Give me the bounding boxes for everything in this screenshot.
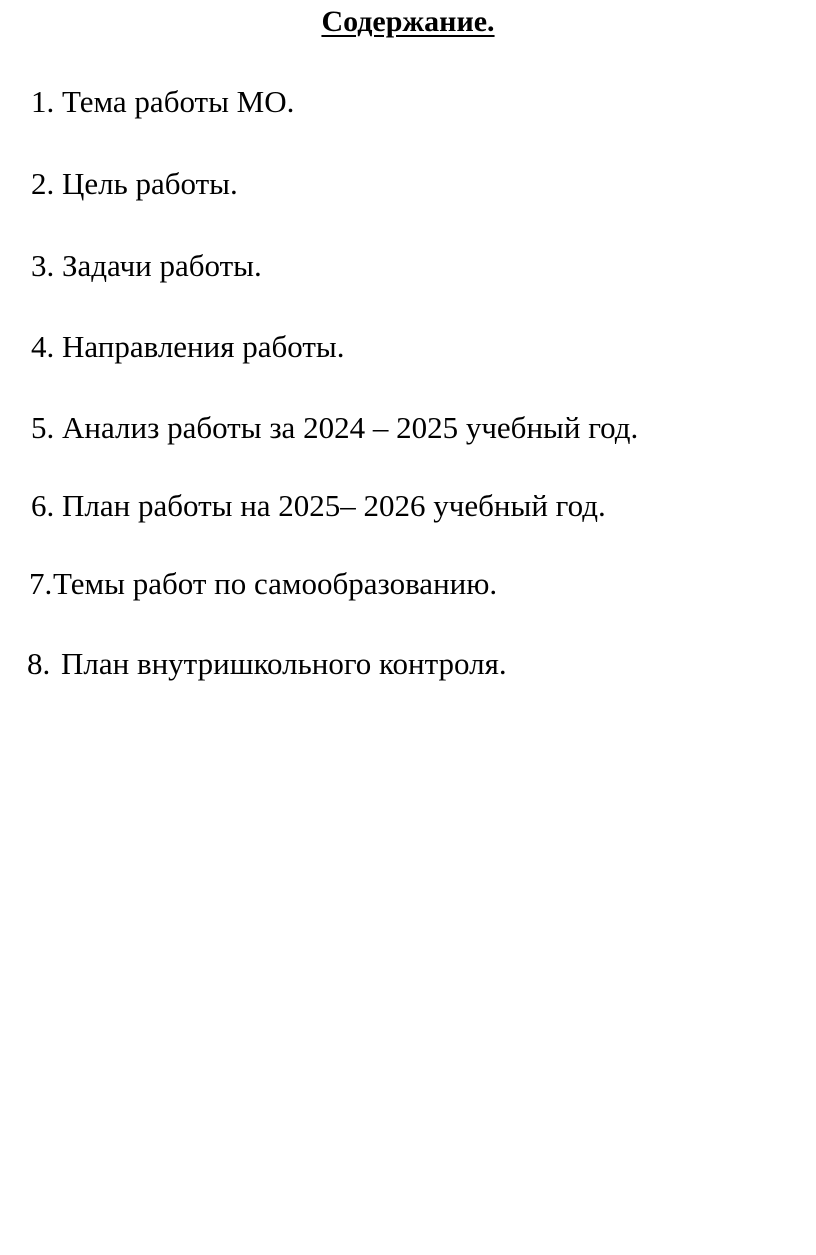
list-item-number: 4. xyxy=(31,329,55,364)
list-item-number: 2. xyxy=(31,166,55,201)
list-item-text: План работы на 2025– 2026 учебный год. xyxy=(62,488,606,523)
page-title: Содержание. xyxy=(321,5,495,38)
list-item-number: 8. xyxy=(27,646,51,681)
list-item-number: 1. xyxy=(31,84,55,119)
list-item-number: 5. xyxy=(31,410,55,445)
list-item-text: План внутришкольного контроля. xyxy=(61,646,507,681)
list-item-number: 3. xyxy=(31,248,55,283)
list-item-text: Цель работы. xyxy=(62,166,238,201)
list-item-text: Анализ работы за 2024 – 2025 учебный год. xyxy=(62,410,639,445)
list-item-text: Направления работы. xyxy=(62,329,345,364)
list-item-text: Тема работы МО. xyxy=(62,84,295,119)
list-item-number: 6. xyxy=(31,488,55,523)
list-item-number: 7. xyxy=(29,566,53,601)
list-item-text: Задачи работы. xyxy=(62,248,262,283)
list-item-text: Темы работ по самообразованию. xyxy=(53,566,498,601)
